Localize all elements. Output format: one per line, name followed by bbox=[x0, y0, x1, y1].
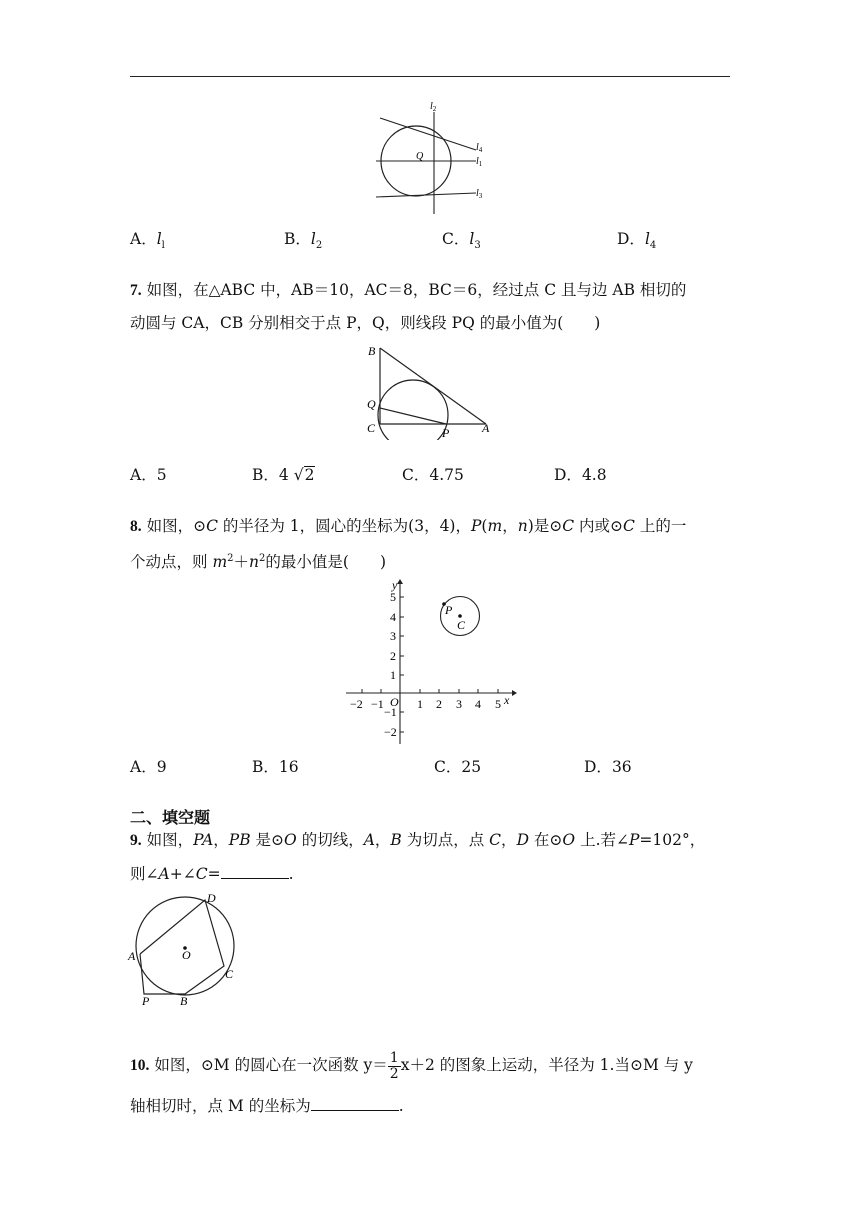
q8-figure bbox=[340, 576, 520, 746]
svg-text:A: A bbox=[482, 421, 490, 435]
q9-answer-blank[interactable] bbox=[221, 862, 289, 879]
q10-answer-blank[interactable] bbox=[311, 1094, 399, 1111]
q7-option-c[interactable]: C．4.75 bbox=[402, 466, 464, 484]
svg-text:P: P bbox=[445, 603, 453, 617]
q7-figure bbox=[362, 340, 500, 440]
svg-text:C: C bbox=[367, 421, 376, 435]
svg-text:−2: −2 bbox=[384, 725, 397, 739]
q10-line-2: 轴相切时，点 M 的坐标为 . bbox=[130, 1094, 404, 1116]
svg-text:1: 1 bbox=[417, 697, 423, 711]
svg-text:Q: Q bbox=[367, 397, 376, 411]
q6-label-center: Q bbox=[416, 151, 424, 162]
svg-text:1: 1 bbox=[390, 668, 396, 682]
svg-text:A: A bbox=[128, 949, 136, 963]
q9-line-2: 则∠A+∠C= . bbox=[130, 862, 294, 884]
svg-text:y: y bbox=[392, 578, 398, 592]
q8-option-b[interactable]: B．16 bbox=[252, 758, 299, 776]
svg-text:P: P bbox=[142, 994, 150, 1008]
q6-option-b[interactable]: B．$l_2$ bbox=[284, 230, 323, 252]
q6-line-l3 bbox=[376, 193, 476, 197]
q6-label-l3: $l_3$ bbox=[476, 188, 483, 200]
svg-text:4: 4 bbox=[390, 610, 396, 624]
q7-line-2: 动圆与 CA，CB 分别相交于点 P，Q，则线段 PQ 的最小值为( ) bbox=[130, 314, 601, 332]
svg-text:4: 4 bbox=[475, 697, 481, 711]
q8-line-2: 个动点，则 $m^2+n^2$的最小值是( ) bbox=[130, 553, 386, 572]
svg-text:O: O bbox=[390, 695, 399, 709]
q7-option-a[interactable]: A．5 bbox=[130, 466, 167, 484]
svg-text:5: 5 bbox=[390, 590, 396, 604]
svg-text:P: P bbox=[442, 426, 450, 440]
svg-text:5: 5 bbox=[495, 697, 501, 711]
svg-text:B: B bbox=[180, 994, 188, 1008]
svg-text:−2: −2 bbox=[350, 697, 363, 711]
q8-option-c[interactable]: C．25 bbox=[434, 758, 482, 776]
svg-text:C: C bbox=[457, 618, 466, 632]
q7-option-d[interactable]: D．4.8 bbox=[554, 466, 607, 484]
q7-line-1: 7. 如图，在△ABC 中，AB＝10，AC＝8，BC＝6，经过点 C 且与边 AB 相切的 bbox=[130, 281, 687, 299]
q6-option-c[interactable]: C．$l_3$ bbox=[442, 230, 481, 252]
q6-label-l2: $l_2$ bbox=[430, 101, 437, 113]
q10-line-1: 10. 如图，⊙M 的圆心在一次函数 y＝ $\frac{1}{2}$ x＋2 的图象上运动，半径为 1.当⊙M 与 y bbox=[130, 1049, 693, 1082]
q8-option-a[interactable]: A．9 bbox=[130, 758, 167, 776]
q6-option-a[interactable]: A．$l_l$ bbox=[130, 230, 165, 252]
svg-text:−1: −1 bbox=[384, 705, 397, 719]
q6-figure bbox=[370, 100, 500, 218]
q9-figure bbox=[124, 888, 244, 1008]
q6-option-d[interactable]: D．$l_4$ bbox=[617, 230, 657, 252]
q8-option-d[interactable]: D．36 bbox=[584, 758, 632, 776]
q8-line-1: 8. 如图，⊙C 的半径为 1，圆心的坐标为(3，4)，P(m，n)是⊙C 内或⊙C 上的一 bbox=[130, 517, 687, 535]
q6-label-l4: $l_4$ bbox=[476, 142, 483, 154]
svg-text:3: 3 bbox=[456, 697, 462, 711]
svg-text:2: 2 bbox=[436, 697, 442, 711]
header-rule bbox=[130, 76, 730, 77]
svg-text:x: x bbox=[504, 693, 510, 707]
section-heading: 二、填空题 bbox=[130, 808, 211, 827]
svg-text:D: D bbox=[207, 891, 216, 905]
svg-text:O: O bbox=[182, 948, 191, 962]
svg-text:C: C bbox=[225, 967, 234, 981]
q6-label-l1: $l_1$ bbox=[476, 156, 483, 168]
svg-text:2: 2 bbox=[390, 649, 396, 663]
q7-option-b[interactable]: B．4 √2 bbox=[252, 466, 315, 484]
svg-text:B: B bbox=[368, 344, 376, 358]
svg-text:3: 3 bbox=[390, 629, 396, 643]
svg-text:−1: −1 bbox=[371, 697, 384, 711]
q9-line-1: 9. 如图，PA，PB 是⊙O 的切线，A，B 为切点，点 C，D 在⊙O 上.若∠P=102°， bbox=[130, 831, 706, 849]
q10-fraction: $\frac{1}{2}$ bbox=[389, 1049, 399, 1082]
